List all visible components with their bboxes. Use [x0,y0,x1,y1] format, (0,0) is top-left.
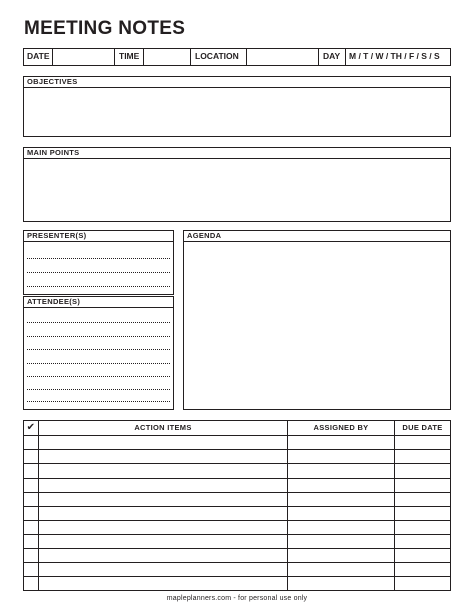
page-title: MEETING NOTES [24,18,186,39]
table-row[interactable] [24,478,450,479]
main-points-heading: MAIN POINTS [24,148,450,159]
date-label: DATE [27,51,50,61]
attendee-line[interactable] [27,336,170,337]
table-row[interactable] [24,506,450,507]
day-options[interactable]: M / T / W / TH / F / S / S [349,51,440,61]
presenters-heading: PRESENTER(S) [24,231,173,242]
table-row[interactable] [24,548,450,549]
presenter-line[interactable] [27,286,170,287]
due-date-header: DUE DATE [402,423,443,432]
day-label: DAY [323,51,341,61]
objectives-heading: OBJECTIVES [24,77,450,88]
checkmark-icon: ✔ [26,422,36,433]
table-row[interactable] [24,534,450,535]
divider [345,49,346,65]
attendees-box[interactable] [23,296,174,410]
presenter-line[interactable] [27,258,170,259]
presenter-line[interactable] [27,272,170,273]
table-row[interactable] [24,576,450,577]
attendee-line[interactable] [27,376,170,377]
table-row[interactable] [24,449,450,450]
action-items-header: ACTION ITEMS [134,423,192,432]
table-row[interactable] [24,435,450,436]
attendee-line[interactable] [27,322,170,323]
divider [318,49,319,65]
attendee-line[interactable] [27,401,170,402]
divider [246,49,247,65]
table-row[interactable] [24,562,450,563]
location-label: LOCATION [195,51,239,61]
attendee-line[interactable] [27,363,170,364]
table-row[interactable] [24,520,450,521]
meeting-info-row [23,48,451,66]
attendees-heading: ATTENDEE(S) [24,297,173,308]
time-label: TIME [119,51,140,61]
table-row[interactable] [24,492,450,493]
main-points-box[interactable] [23,147,451,222]
footer-credit: mapleplanners.com - for personal use only [166,595,308,602]
divider [114,49,115,65]
date-field[interactable] [54,49,116,65]
assigned-by-header: ASSIGNED BY [313,423,369,432]
agenda-heading: AGENDA [184,231,450,242]
agenda-box[interactable] [183,230,451,410]
attendee-line[interactable] [27,389,170,390]
divider [190,49,191,65]
objectives-box[interactable] [23,76,451,137]
time-field[interactable] [145,49,191,65]
attendee-line[interactable] [27,349,170,350]
divider [52,49,53,65]
action-items-table [23,420,451,591]
table-row[interactable] [24,463,450,464]
presenters-box[interactable] [23,230,174,295]
divider [143,49,144,65]
location-field[interactable] [248,49,318,65]
